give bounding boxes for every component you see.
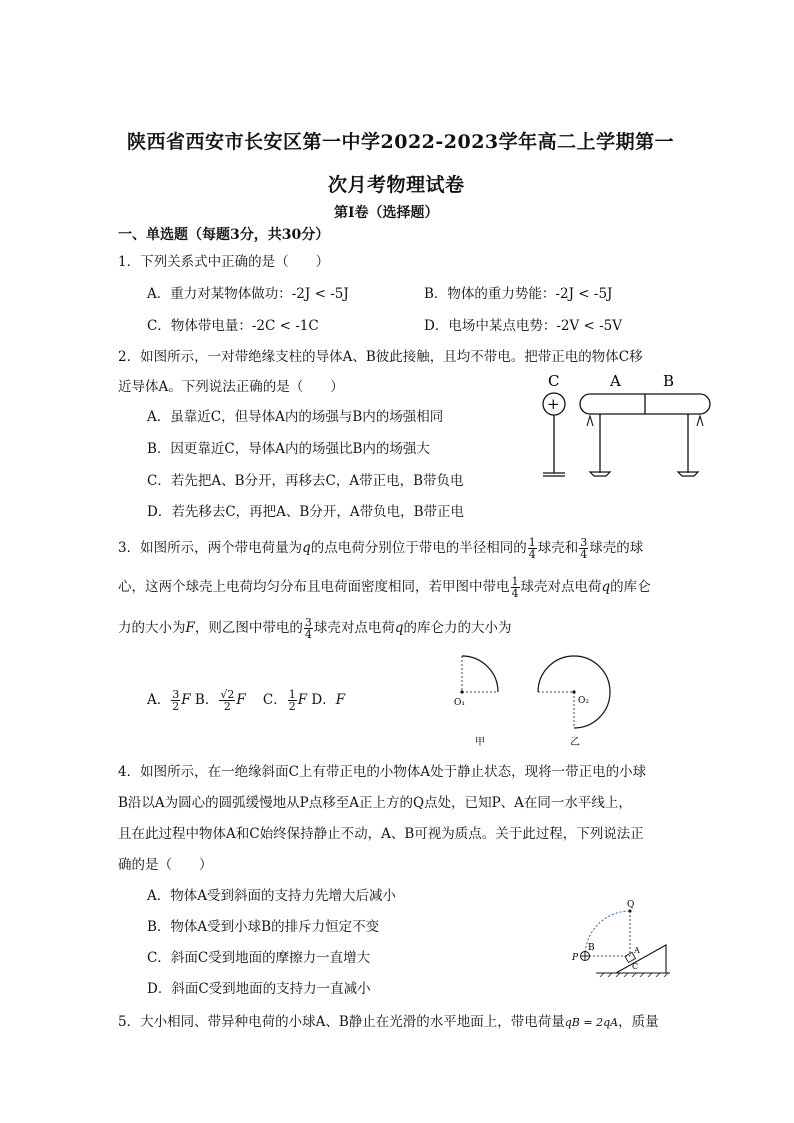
q2-conductor-figure (530, 370, 730, 485)
plus-sign: + (547, 395, 560, 413)
q4-option-b: B．物体A受到小球B的排斥力恒定不变 (147, 919, 380, 935)
q3-text: 心，这两个球壳上电荷均匀分布且电荷面密度相同，若甲图中带电 (118, 579, 510, 595)
label-yi: 乙 (570, 737, 580, 748)
fraction-three-quarter: $\frac{3}{4}$ (580, 536, 588, 561)
volume-heading: 第Ⅰ卷（选择题） (334, 205, 439, 221)
label-c: C (632, 962, 639, 971)
q4-option-c: C．斜面C受到地面的摩擦力一直增大 (147, 950, 371, 966)
q3-line-2 (118, 575, 651, 599)
q2-option-b: B．因更靠近C，导体A内的场强比B内的场强大 (147, 441, 430, 457)
fig-label-c: C (548, 372, 560, 390)
q-symbol: q (394, 620, 404, 636)
incline-c (616, 945, 666, 973)
label-b: B (588, 943, 595, 953)
charge-relation: qB = 2qA (564, 1016, 619, 1029)
q3-option-a: A． (147, 692, 171, 708)
q2-stem-line-1: 2．如图所示，一对带绝缘支柱的导体A、B彼此接触，且均不带电。把带正电的物体C移 (118, 349, 643, 365)
fraction-three-quarter: $\frac{3}{4}$ (304, 616, 312, 641)
q3-options: A． $\frac{3}{2}$ F B． $\frac{√2}{2}$ F C． $\frac{1}{2}$ F D．F (147, 688, 346, 713)
q3-line-3 (118, 616, 512, 640)
label-o2: O₂ (578, 696, 589, 706)
q5-text: ，质量 (618, 1014, 659, 1030)
q1-option-a: A．重力对某物体做功：-2J < -5J (147, 286, 349, 302)
q3-shell-figure (450, 650, 630, 750)
q-symbol: q (601, 579, 611, 595)
q1-option-b: B．物体的重力势能：-2J < -5J (424, 286, 613, 302)
q3-option-c: C． (262, 692, 287, 708)
q1-stem: 1．下列关系式中正确的是（ ） (118, 254, 330, 270)
fig-label-b: B (663, 372, 675, 390)
label-q: Q (627, 900, 635, 910)
q1-option-d: D．电场中某点电势：-2V < -5V (424, 318, 623, 334)
q3-option-b: B． (194, 692, 219, 708)
label-a: A (634, 946, 640, 955)
q3-text: 的库仑力的大小为 (403, 620, 512, 636)
q3-text: 球壳对点电荷 (520, 579, 602, 595)
q4-option-d: D．斜面C受到地面的支持力一直减小 (147, 981, 371, 997)
f-symbol: F (185, 620, 195, 636)
q4-line-1: 4．如图所示，在一绝缘斜面C上有带正电的小物体A处于静止状态，现将一带正电的小球 (118, 764, 647, 780)
q3-text: 力的大小为 (118, 620, 186, 636)
q3-line-1 (118, 536, 643, 560)
fraction-quarter: $\frac{1}{4}$ (511, 575, 519, 600)
q4-incline-figure (566, 895, 676, 977)
q-symbol: q (302, 540, 311, 556)
fig-label-a: A (610, 372, 621, 390)
title-line-2: 次月考物理试卷 (328, 174, 465, 196)
fraction-quarter: $\frac{1}{4}$ (528, 536, 536, 561)
q4-option-a: A．物体A受到斜面的支持力先增大后减小 (147, 888, 396, 904)
label-jia: 甲 (475, 737, 485, 748)
title-line-1: 陕西省西安市长安区第一中学2022-2023学年高二上学期第一 (127, 131, 675, 153)
section-heading: 一、单选题（每题3分，共30分） (118, 227, 330, 243)
q3-text: 的库仑 (610, 579, 651, 595)
q3-text: 球壳的球 (589, 540, 644, 556)
q3-text: 球壳对点电荷 (313, 620, 395, 636)
q1-option-c: C．物体带电量：-2C < -1C (147, 318, 319, 334)
q3-text: ，则乙图中带电的 (194, 620, 303, 636)
q3-text: 的点电荷分别位于带电的半径相同的 (310, 540, 527, 556)
q5-text: 5．大小相同、带异种电荷的小球A、B静止在光滑的水平地面上，带电荷量 (118, 1014, 565, 1030)
q3-text: 球壳和 (537, 540, 579, 556)
q4-line-4: 确的是（ ） (118, 857, 213, 873)
q4-line-3: 且在此过程中物体A和C始终保持静止不动，A、B可视为质点。关于此过程，下列说法正 (118, 826, 644, 842)
quarter-shell (462, 656, 498, 692)
q2-option-d: D．若先移去C，再把A、B分开，A带负电，B带正电 (147, 504, 464, 520)
q2-option-a: A．虽靠近C，但导体A内的场强与B内的场强相同 (147, 409, 444, 425)
q3-option-d: D． (311, 692, 336, 708)
label-p: P (572, 953, 579, 963)
q5-line-1 (118, 1010, 659, 1030)
label-o1: O₁ (454, 698, 465, 708)
q4-line-2: B沿以A为圆心的圆弧缓慢地从P点移至A正上方的Q点处，已知P、A在同一水平线上， (118, 795, 632, 811)
q3-text: 3．如图所示，两个带电荷量为 (118, 540, 303, 556)
q2-stem-line-2: 近导体A。下列说法正确的是（ ） (118, 379, 344, 395)
q2-option-c: C．若先把A、B分开，再移去C，A带正电，B带负电 (147, 473, 464, 489)
